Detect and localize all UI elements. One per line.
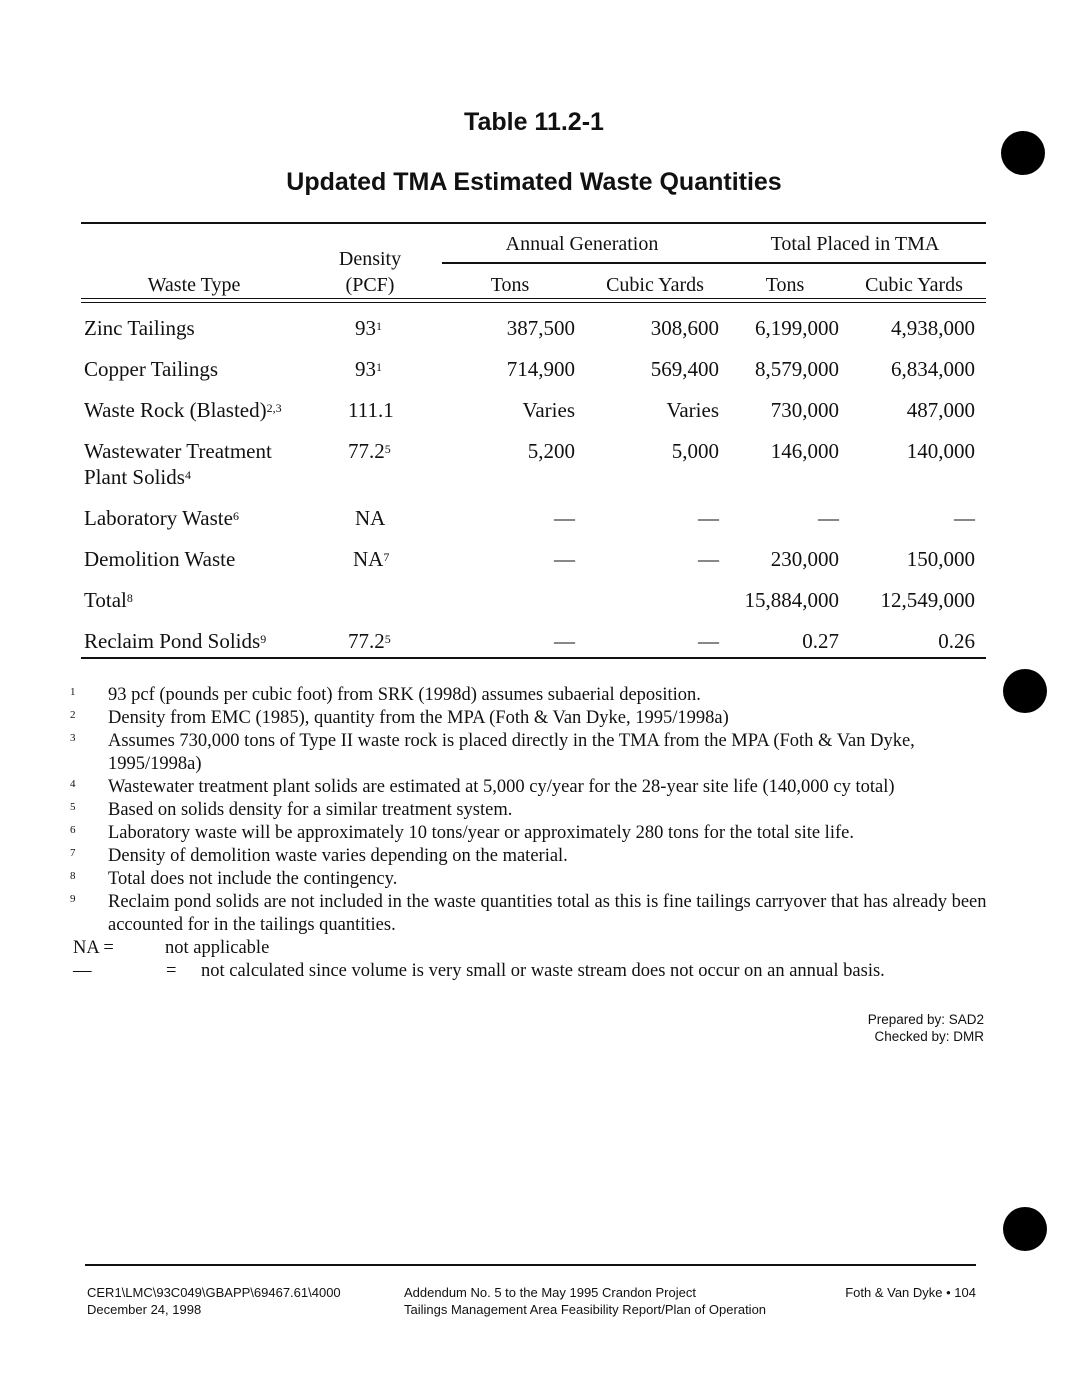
row-copper-density: $93^1$ xyxy=(355,357,382,381)
row-laboratory-density: NA xyxy=(355,506,386,530)
group-rule xyxy=(442,262,986,264)
header-double-rule-1 xyxy=(81,298,986,299)
checked-by: Checked by: DMR xyxy=(874,1029,984,1044)
row-wastewater-type-line2: Plant Solids$^4$ xyxy=(84,465,191,489)
footer-rule xyxy=(85,1264,976,1266)
footnote-5: 5 Based on solids density for a similar treatment system. xyxy=(70,800,513,820)
header-density: Density xyxy=(338,248,402,270)
row-total-total-tons: 15,884,000 xyxy=(744,588,839,612)
footer-date: December 24, 1998 xyxy=(87,1302,202,1317)
legend-na-label: NA = xyxy=(73,938,114,958)
header-annual-cubic-yards: Cubic Yards xyxy=(606,274,704,296)
legend-dash-label: — xyxy=(73,961,92,981)
row-total-type: Total$^8$ xyxy=(84,588,133,612)
row-demolition-total-tons: 230,000 xyxy=(770,547,839,571)
table-number: Table 11.2-1 xyxy=(464,108,604,136)
row-waste-rock-total-cy: 487,000 xyxy=(906,398,975,422)
row-waste-rock-annual-cy: Varies xyxy=(666,398,719,422)
table-title: Updated TMA Estimated Waste Quantities xyxy=(286,168,782,196)
row-copper-total-tons: 8,579,000 xyxy=(755,357,839,381)
row-wastewater-annual-cy: 5,000 xyxy=(671,439,719,463)
legend-dash-equals: = xyxy=(166,961,177,981)
row-copper-total-cy: 6,834,000 xyxy=(891,357,975,381)
legend-dash-text: not calculated since volume is very small or waste stream does not occur on an annual basis. xyxy=(201,961,885,981)
row-zinc-type: Zinc Tailings xyxy=(84,316,195,340)
header-density-unit: (PCF) xyxy=(345,274,395,296)
row-zinc-annual-cy: 308,600 xyxy=(650,316,719,340)
row-waste-rock-annual-tons: Varies xyxy=(522,398,575,422)
row-laboratory-annual-tons: — xyxy=(554,506,575,530)
row-demolition-annual-cy: — xyxy=(698,547,719,571)
row-demolition-annual-tons: — xyxy=(554,547,575,571)
row-waste-rock-type: Waste Rock (Blasted)$^{2,3}$ xyxy=(84,398,282,422)
footnote-9: 9 Reclaim pond solids are not included in the waste quantities total as this is fine tailings carryover that has already been accounted for in the tailings quantities. xyxy=(70,892,987,935)
row-demolition-type: Demolition Waste xyxy=(84,547,236,571)
header-annual-generation: Annual Generation xyxy=(505,233,659,255)
header-total-cubic-yards: Cubic Yards xyxy=(865,274,963,296)
row-copper-type: Copper Tailings xyxy=(84,357,219,381)
row-zinc-density: $93^1$ xyxy=(355,316,382,340)
footer-company-page: Foth & Van Dyke • 104 xyxy=(845,1285,976,1300)
row-reclaim-annual-tons: — xyxy=(554,629,575,653)
row-zinc-total-tons: 6,199,000 xyxy=(755,316,839,340)
footnote-1: 1 93 pcf (pounds per cubic foot) from SRK (1998d) assumes subaerial deposition. xyxy=(70,685,701,705)
header-double-rule-2 xyxy=(81,302,986,303)
row-reclaim-density: 77.2$^5$ xyxy=(348,629,391,653)
row-waste-rock-density: 111.1 xyxy=(348,398,394,422)
footnote-7: 7 Density of demolition waste varies depending on the material. xyxy=(70,846,568,866)
row-copper-annual-tons: 714,900 xyxy=(506,357,575,381)
footnote-2: 2 Density from EMC (1985), quantity from the MPA (Foth & Van Dyke, 1995/1998a) xyxy=(70,708,729,728)
row-total-total-cy: 12,549,000 xyxy=(880,588,975,612)
footnote-8: 8 Total does not include the contingency. xyxy=(70,869,398,889)
row-reclaim-total-cy: 0.26 xyxy=(938,629,975,653)
footnote-6: 6 Laboratory waste will be approximately 10 tons/year or approximately 280 tons for the total site life. xyxy=(70,823,854,843)
row-reclaim-type: Reclaim Pond Solids$^9$ xyxy=(84,629,267,653)
punch-hole-bottom xyxy=(1003,1207,1047,1251)
footer-doc-line2: Tailings Management Area Feasibility Report/Plan of Operation xyxy=(404,1302,767,1317)
footer-doc-line1: Addendum No. 5 to the May 1995 Crandon Project xyxy=(404,1285,696,1300)
row-zinc-annual-tons: 387,500 xyxy=(506,316,575,340)
row-zinc-total-cy: 4,938,000 xyxy=(891,316,975,340)
row-laboratory-total-cy: — xyxy=(954,506,975,530)
footnote-4: 4 Wastewater treatment plant solids are estimated at 5,000 cy/year for the 28-year site life (140,000 cy total) xyxy=(70,777,895,797)
header-annual-tons: Tons xyxy=(490,274,530,296)
row-laboratory-annual-cy: — xyxy=(698,506,719,530)
row-laboratory-type: Laboratory Waste$^6$ xyxy=(84,506,239,530)
prepared-by: Prepared by: SAD2 xyxy=(867,1012,984,1027)
table-bottom-rule xyxy=(81,657,986,659)
footer-path: CER1\LMC\93C049\GBAPP\69467.61\4000 xyxy=(87,1285,341,1300)
legend-na-text: not applicable xyxy=(165,938,270,958)
row-wastewater-total-cy: 140,000 xyxy=(906,439,975,463)
row-laboratory-total-tons: — xyxy=(818,506,839,530)
header-total-tons: Tons xyxy=(765,274,805,296)
row-waste-rock-total-tons: 730,000 xyxy=(770,398,839,422)
row-demolition-total-cy: 150,000 xyxy=(906,547,975,571)
header-waste-type: Waste Type xyxy=(147,274,241,296)
header-total-placed: Total Placed in TMA xyxy=(770,233,940,255)
row-reclaim-annual-cy: — xyxy=(698,629,719,653)
row-wastewater-type: Wastewater Treatment xyxy=(84,439,272,463)
row-wastewater-total-tons: 146,000 xyxy=(770,439,839,463)
row-copper-annual-cy: 569,400 xyxy=(650,357,719,381)
footnote-3: 3 Assumes 730,000 tons of Type II waste rock is placed directly in the TMA from the MPA (Foth & Van Dyke, 1995/1998a) xyxy=(70,731,915,774)
punch-hole-middle xyxy=(1003,669,1047,713)
row-wastewater-density: 77.2$^5$ xyxy=(348,439,391,463)
table-top-rule xyxy=(81,222,986,224)
row-demolition-density: $NA^7$ xyxy=(353,547,390,571)
row-reclaim-total-tons: 0.27 xyxy=(802,629,839,653)
row-wastewater-annual-tons: 5,200 xyxy=(527,439,575,463)
